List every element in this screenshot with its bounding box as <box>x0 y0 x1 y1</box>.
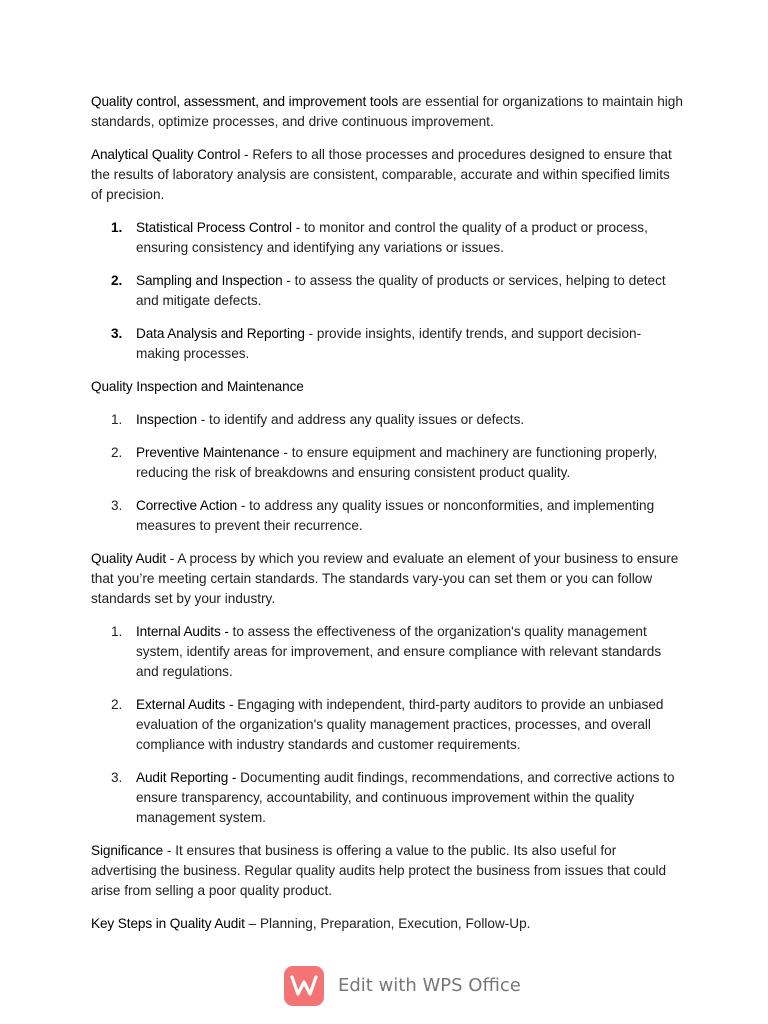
analytical-list <box>91 218 683 364</box>
audit-text: - A process by which you review and evaluate an element of your business to ensure that you’re meeting certain standards. The standards vary-you can set them or you can follow standards set by your industry. <box>91 551 679 606</box>
key-steps-lead: Key Steps in Quality Audit <box>91 916 245 931</box>
wps-logo-icon[interactable] <box>284 966 324 1006</box>
list-number: 2. <box>111 445 123 460</box>
audit-paragraph <box>91 549 683 609</box>
list-number: 3. <box>111 326 123 341</box>
list-item-lead: External Audits <box>136 697 226 712</box>
audit-lead: Quality Audit <box>91 551 167 566</box>
analytical-lead: Analytical Quality Control <box>91 147 241 162</box>
list-item-text: - to identify and address any quality issues or defects. <box>196 412 525 427</box>
list-item-lead: Audit Reporting - <box>136 770 237 785</box>
list-item-text: - Engaging with independent, third-party auditors to provide an unbiased evaluation of the organization's quality management practices, processes, and overall compliance with industry standards and customer requirements. <box>136 697 664 752</box>
list-item-text: - to ensure equipment and machinery are functioning properly, reducing the risk of breakdowns and ensuring consistent product quality. <box>136 445 658 480</box>
list-item <box>91 218 683 258</box>
list-item <box>91 695 683 755</box>
intro-text: are essential for organizations to maintain high standards, optimize processes, and drive continuous improvement. <box>91 94 683 129</box>
list-item-text: Documenting audit findings, recommendations, and corrective actions to ensure transparency, accountability, and continuous improvement within the quality management system. <box>136 770 675 825</box>
analytical-paragraph <box>91 145 683 205</box>
analytical-text: - Refers to all those processes and procedures designed to ensure that the results of laboratory analysis are consistent, comparable, accurate and within specified limits of precision. <box>91 147 672 202</box>
inspection-heading-text: Quality Inspection and Maintenance <box>91 379 304 394</box>
list-item-text: - to address any quality issues or nonconformities, and implementing measures to prevent their recurrence. <box>136 498 655 533</box>
list-number: 1. <box>111 412 123 427</box>
list-item-text: - provide insights, identify trends, and support decision-making processes. <box>136 326 642 361</box>
list-item-lead: Corrective Action <box>136 498 238 513</box>
significance-lead: Significance <box>91 843 164 858</box>
list-number: 2. <box>111 273 123 288</box>
list-item <box>91 324 683 364</box>
list-item-text: - to monitor and control the quality of a product or process, ensuring consistency and identifying any variations or issues. <box>136 220 648 255</box>
list-item <box>91 443 683 483</box>
intro-paragraph <box>91 92 683 132</box>
inspection-list <box>91 410 683 536</box>
list-item-text: to assess the effectiveness of the organization's quality management system, identify areas for improvement, and ensure compliance with relevant standards and regulations. <box>136 624 662 679</box>
list-item-lead: Preventive Maintenance <box>136 445 280 460</box>
list-item-lead: Internal Audits - <box>136 624 229 639</box>
list-item-lead: Statistical Process Control <box>136 220 292 235</box>
list-item-lead: Inspection <box>136 412 197 427</box>
list-item <box>91 271 683 311</box>
list-number: 1. <box>111 220 123 235</box>
list-item-lead: Sampling and Inspection <box>136 273 283 288</box>
list-number: 1. <box>111 624 123 639</box>
audit-list <box>91 622 683 828</box>
key-steps-text: – Planning, Preparation, Execution, Follow-Up. <box>244 916 531 931</box>
significance-text: - It ensures that business is offering a value to the public. Its also useful for advertising the business. Regular quality audits help protect the business from issues that could arise from selling a poor quality product. <box>91 843 667 898</box>
list-item-text: - to assess the quality of products or services, helping to detect and mitigate defects. <box>136 273 666 308</box>
list-item <box>91 622 683 682</box>
list-item-lead: Data Analysis and Reporting <box>136 326 305 341</box>
list-number: 3. <box>111 770 123 785</box>
list-number: 2. <box>111 697 123 712</box>
wps-w-icon <box>290 974 318 998</box>
intro-lead: Quality control, assessment, and improvement tools <box>91 94 399 109</box>
significance-paragraph <box>91 841 683 901</box>
list-item <box>91 410 683 430</box>
list-item <box>91 768 683 828</box>
list-number: 3. <box>111 498 123 513</box>
inspection-heading <box>91 377 683 397</box>
edit-with-wps-link[interactable]: Edit with WPS Office <box>338 975 521 996</box>
key-steps-paragraph <box>91 914 683 934</box>
list-item <box>91 496 683 536</box>
document-body <box>91 92 683 947</box>
